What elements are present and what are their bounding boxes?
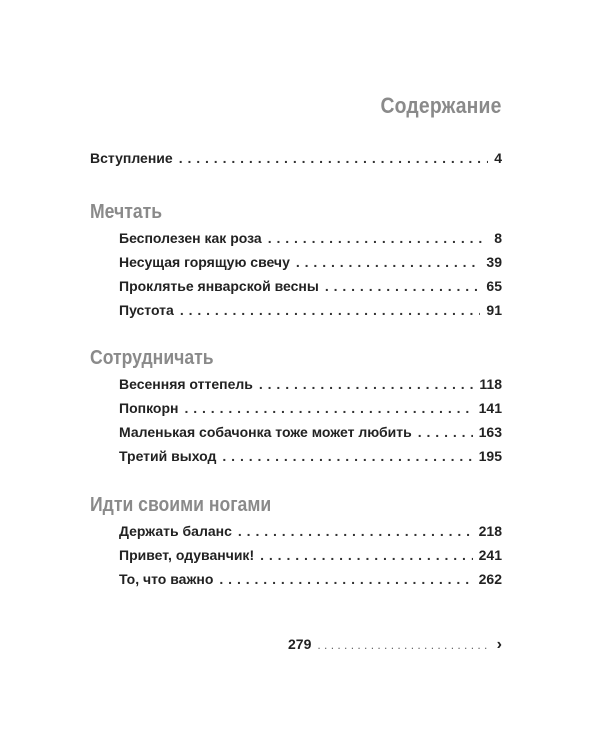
- toc-entry[interactable]: [119, 228, 502, 248]
- section-heading: Мечтать: [90, 201, 163, 223]
- toc-entry[interactable]: [119, 545, 502, 565]
- toc-entry-label: Попкорн: [119, 400, 179, 416]
- toc-entry[interactable]: [119, 446, 502, 466]
- dot-leader: [238, 521, 473, 541]
- toc-entry-label: Привет, одуванчик!: [119, 547, 255, 563]
- toc-entry-label: Третий выход: [119, 448, 217, 464]
- toc-entry-label: Держать баланс: [119, 523, 232, 539]
- page-number: 279: [288, 636, 312, 652]
- toc-entry-page: 8: [494, 230, 502, 246]
- toc-entry[interactable]: [119, 398, 502, 418]
- toc-entry[interactable]: [119, 300, 502, 320]
- page-title: Содержание: [380, 93, 502, 118]
- toc-entry-page: 241: [478, 547, 502, 563]
- toc-entry[interactable]: [119, 276, 502, 296]
- next-page-icon[interactable]: ›: [496, 636, 502, 653]
- dot-leader: [268, 228, 489, 248]
- dot-leader: [260, 545, 473, 565]
- dot-leader: [296, 252, 481, 272]
- dot-leader: [222, 446, 472, 466]
- dot-leader: [418, 422, 473, 442]
- toc-entry-label: Пустота: [119, 302, 174, 318]
- toc-entry-label: Весенняя оттепель: [119, 376, 253, 392]
- dot-leader: [180, 300, 481, 320]
- toc-entry[interactable]: [119, 374, 502, 394]
- toc-entry-label: Проклятье январской весны: [119, 278, 319, 294]
- toc-entry[interactable]: [119, 569, 502, 589]
- toc-entry[interactable]: [119, 252, 502, 272]
- toc-entry-page: 65: [486, 278, 502, 294]
- dot-leader: [259, 374, 474, 394]
- dot-leader: [219, 569, 472, 589]
- toc-entry-intro[interactable]: [90, 148, 502, 168]
- page-footer: [288, 634, 502, 654]
- dot-leader: [325, 276, 481, 296]
- toc-entry-page: 262: [478, 571, 502, 587]
- toc-entry-label: Вступление: [90, 150, 173, 166]
- toc-entry-page: 218: [478, 523, 502, 539]
- toc-entry-page: 163: [478, 424, 502, 440]
- toc-entry-page: 141: [478, 400, 502, 416]
- toc-entry[interactable]: [119, 521, 502, 541]
- toc-entry-page: 91: [486, 302, 502, 318]
- dot-leader: [317, 635, 490, 655]
- toc-entry-label: Несущая горящую свечу: [119, 254, 290, 270]
- toc-entry-label: Маленькая собачонка тоже может любить: [119, 424, 412, 440]
- toc-entry-page: 39: [486, 254, 502, 270]
- dot-leader: [179, 148, 489, 168]
- toc-entry-label: Бесполезен как роза: [119, 230, 262, 246]
- toc-entry-page: 118: [479, 376, 502, 392]
- toc-entry-page: 4: [494, 150, 502, 166]
- toc-entry[interactable]: [119, 422, 502, 442]
- section-heading: Идти своими ногами: [90, 494, 272, 516]
- section-heading: Сотрудничать: [90, 347, 214, 369]
- toc-entry-label: То, что важно: [119, 571, 214, 587]
- toc-entry-page: 195: [478, 448, 502, 464]
- dot-leader: [184, 398, 472, 418]
